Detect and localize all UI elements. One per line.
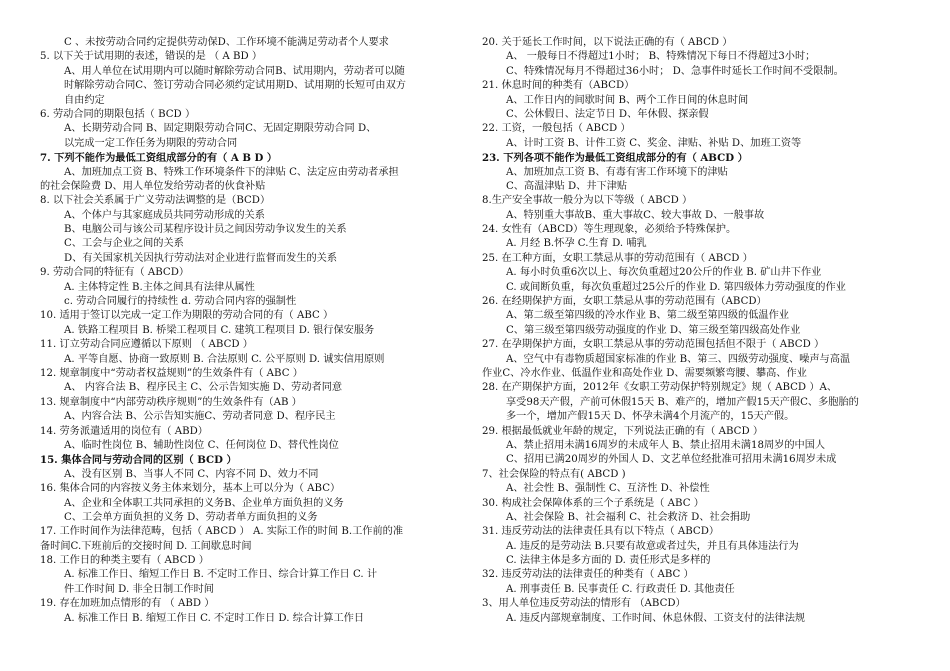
text-line: 29. 根据最低就业年龄的规定，下列说法正确的有（ ABCD ） bbox=[482, 425, 764, 437]
text-line: A、社会性 B、强制性 C、互济性 D、补偿性 bbox=[506, 483, 710, 495]
text-line: 件工作时间 D. 非全日制工作时间 bbox=[64, 583, 214, 595]
text-line: 18. 工作日的种类主要有（ ABCD ） bbox=[40, 555, 209, 567]
text-line: 21. 休息时间的种类有（ABCD） bbox=[482, 80, 635, 92]
text-line: 时解除劳动合同C、签订劳动合同必须约定试用期D、试用期的长短可由双方 bbox=[64, 80, 406, 92]
left-column bbox=[40, 36, 470, 626]
text-line: 26. 在经期保护方面，女职工禁忌从事的劳动范围有（ABCD） bbox=[482, 296, 767, 308]
text-line: C、高温津贴 D、井下津贴 bbox=[506, 180, 628, 192]
text-line: C、特殊情况每月不得超过36小时； D、急事件时延长工作时间不受限制。 bbox=[506, 65, 844, 77]
text-line: D、有关国家机关因执行劳动法对企业进行监督而发生的关系 bbox=[64, 252, 338, 264]
text-line: A、 一般每日不得超过1小时； B、特殊情况下每日不得超过3小时； bbox=[506, 51, 816, 63]
text-line: A. 违反内部规章制度、工作时间、休息休假、工资支付的法律法规 bbox=[506, 612, 806, 624]
text-line: A. 月经 B.怀孕 C.生育 D. 哺乳 bbox=[506, 238, 647, 250]
text-line: 25. 在工种方面，女职工禁忌从事的劳动范围有（ ABCD ） bbox=[482, 252, 753, 264]
text-line: C、工会单方面负担的义务 D、劳动者单方面负担的义务 bbox=[64, 511, 318, 523]
text-line: 16. 集体合同的内容按义务主体来划分，基本上可以分为（ ABC） bbox=[40, 483, 341, 495]
text-line: 23. 下列各项不能作为最低工资组成部分的有（ ABCD ） bbox=[482, 152, 748, 165]
text-line: 6. 劳动合同的期限包括（ BCD ） bbox=[40, 108, 196, 120]
text-line: 3、用人单位违反劳动法的情形有 （ABCD） bbox=[482, 598, 686, 610]
text-line: A、 内容合法 B、程序民主 C、公示告知实施 D、劳动者同意 bbox=[64, 382, 343, 394]
text-line: 8. 以下社会关系属于广义劳动法调整的是（BCD） bbox=[40, 195, 271, 207]
text-line: A、长期劳动合同 B、固定期限劳动合同C、无固定期限劳动合同 D、 bbox=[64, 123, 377, 135]
text-line: 19. 存在加班加点情形的有 （ ABD ） bbox=[40, 598, 215, 610]
text-line: 享受98天产假，产前可休假15天 B、难产的，增加产假15天产假C、多胞胎的 bbox=[506, 396, 859, 408]
text-line: A、内容合法 B、公示告知实施C、劳动者同意 D、程序民主 bbox=[64, 411, 336, 423]
text-line: 27. 在孕期保护方面，女职工禁忌从事的劳动范围包括但不限于（ ABCD ） bbox=[482, 339, 825, 351]
text-line: 5. 以下关于试用期的表述，错误的是 （ A BD ） bbox=[40, 51, 263, 63]
text-line: A、第二级至第四级的冷水作业 B、第二级至第四级的低温作业 bbox=[506, 310, 789, 322]
text-line: A、社会保险 B、社会福利 C、社会救济 D、社会捐助 bbox=[506, 511, 751, 523]
text-line: c. 劳动合同履行的持续性 d. 劳动合同内容的强制性 bbox=[64, 296, 297, 308]
text-line: 10. 适用于签订以完成一定工作为期限的劳动合同的有（ ABC ） bbox=[40, 310, 334, 322]
text-line: 以完成一定工作任务为期限的劳动合同 bbox=[64, 137, 238, 149]
text-line: A、企业和全体职工共同承担的义务B、企业单方面负担的义务 bbox=[64, 497, 344, 509]
text-line: 的社会保险费 D、用人单位发给劳动者的伙食补贴 bbox=[40, 180, 266, 192]
text-line: A. 刑事责任 B. 民事责任 C. 行政责任 D. 其他责任 bbox=[506, 583, 735, 595]
text-line: A、没有区别 B、当事人不同 C、内容不同 D、效力不同 bbox=[64, 468, 319, 480]
text-line: 11. 订立劳动合同应遵循以下原则 （ ABCD ） bbox=[40, 339, 253, 351]
text-line: 22. 工资，一般包括（ ABCD ） bbox=[482, 123, 631, 135]
text-line: A、工作日内的间歇时间 B、两个工作日间的休息时间 bbox=[506, 94, 749, 106]
right-column bbox=[482, 36, 922, 626]
text-line: C. 法律主体是多方面的 D. 责任形式是多样的 bbox=[506, 555, 711, 567]
text-line: A. 违反的是劳动法 B.只要有故意或者过失，并且有具体违法行为 bbox=[506, 540, 799, 552]
text-line: A、加班加点工资 B、特殊工作环境条件下的津贴 C、法定应由劳动者承担 bbox=[64, 166, 399, 178]
text-line: 备时间C.下班前后的交接时间 D. 工间歇息时间 bbox=[40, 540, 252, 552]
text-line: 自由约定 bbox=[64, 94, 105, 106]
text-line: 24. 女性有（ABCD）等生理现象，必须给予特殊保护。 bbox=[482, 224, 737, 236]
text-line: 17. 工作时间作为法律范畴，包括（ ABCD ） A. 实际工作的时间 B.工作前的准 bbox=[40, 526, 404, 538]
text-line: 15. 集体合同与劳动合同的区别（ BCD ） bbox=[40, 454, 237, 467]
text-line: A、特别重大事故B、重大事故C、较大事故 D、一般事故 bbox=[506, 209, 765, 221]
text-line: A、个体户与其家庭成员共同劳动形成的关系 bbox=[64, 209, 265, 221]
text-line: 12. 规章制度中“劳动者权益规则”的生效条件有（ ABC ） bbox=[40, 367, 303, 379]
text-line: A. 标准工作日 B. 缩短工作日 C. 不定时工作日 D. 综合计算工作日 bbox=[64, 612, 365, 624]
text-line: 28. 在产期保护方面，2012年《女职工劳动保护特别规定》规（ ABCD ）A、 bbox=[482, 382, 838, 394]
text-line: 20. 关于延长工作时间，以下说法正确的有（ ABCD ） bbox=[482, 37, 733, 48]
text-line: A. 每小时负重6次以上、每次负重超过20公斤的作业 B. 矿山井下作业 bbox=[506, 267, 822, 279]
text-line: 13. 规章制度中“内部劳动秩序规则”的生效条件有（AB ） bbox=[40, 396, 302, 408]
text-line: 作业C、冷水作业、低温作业和高处作业 D、需要频繁弯腰、攀高、作业 bbox=[482, 367, 807, 379]
text-line: A. 铁路工程项目 B. 桥梁工程项目 C. 建筑工程项目 D. 银行保安服务 bbox=[64, 324, 375, 336]
text-line: 9. 劳动合同的特征有（ ABCD） bbox=[40, 267, 190, 279]
text-line: A. 标准工作日、缩短工作日 B. 不定时工作日、综合计算工作日 C. 计 bbox=[64, 569, 378, 581]
text-line: A. 平等自愿、协商一致原则 B. 合法原则 C. 公平原则 D. 诚实信用原则 bbox=[64, 353, 385, 365]
text-line: A、空气中有毒物质超国家标准的作业 B、第三、四级劳动强度、噪声与高温 bbox=[506, 353, 851, 365]
text-line: 32. 违反劳动法的法律责任的种类有（ ABC ） bbox=[482, 569, 694, 581]
text-line: C、工会与企业之间的关系 bbox=[64, 238, 184, 250]
text-line: B、电脑公司与该公司某程序设计员之间因劳动争议发生的关系 bbox=[64, 224, 347, 236]
text-line: A、加班加点工资 B、有毒有害工作环境下的津贴 bbox=[506, 166, 728, 178]
text-line: 14. 劳务派遣适用的岗位有（ ABD） bbox=[40, 425, 208, 437]
text-line: 多一个，增加产假15天 D、怀孕未满4个月流产的，15天产假。 bbox=[506, 411, 795, 423]
text-line: C 、未按劳动合同约定提供劳动保D、工作环境不能满足劳动者个人要求 bbox=[64, 37, 389, 48]
text-line: C、招用已满20周岁的外国人 D、文艺单位经批准可招用未满16周岁未成 bbox=[506, 454, 837, 466]
text-line: C、第三级至第四级劳动强度的作业 D、第三级至第四级高处作业 bbox=[506, 324, 801, 336]
text-line: A、禁止招用未满16周岁的未成年人 B、禁止招用未满18周岁的中国人 bbox=[506, 439, 826, 451]
text-line: A. 主体特定性 B.主体之间具有法律从属性 bbox=[64, 281, 255, 293]
text-line: A、用人单位在试用期内可以随时解除劳动合同B、试用期内，劳动者可以随 bbox=[64, 65, 405, 77]
text-line: 30. 构成社会保障体系的三个子系统是（ ABC ） bbox=[482, 497, 704, 509]
text-line: 8.生产安全事故一般分为以下等级（ ABCD ） bbox=[482, 195, 693, 207]
text-line: 31. 违反劳动法的法律责任具有以下特点（ ABCD） bbox=[482, 526, 720, 538]
text-line: A、计时工资 B、计件工资 C、奖金、津贴、补贴 D、加班工资等 bbox=[506, 137, 802, 149]
text-line: C. 或间断负重，每次负重超过25公斤的作业 D. 第四级体力劳动强度的作业 bbox=[506, 281, 846, 293]
text-line: 7. 下列不能作为最低工资组成部分的有（ A B D ） bbox=[40, 152, 278, 165]
text-line: A、临时性岗位 B、辅助性岗位 C、任何岗位 D、替代性岗位 bbox=[64, 439, 339, 451]
text-line: C、公休假日、法定节日 D、年休假、探亲假 bbox=[506, 108, 709, 120]
text-line: 7、社会保险的特点有( ABCD ) bbox=[482, 468, 626, 480]
